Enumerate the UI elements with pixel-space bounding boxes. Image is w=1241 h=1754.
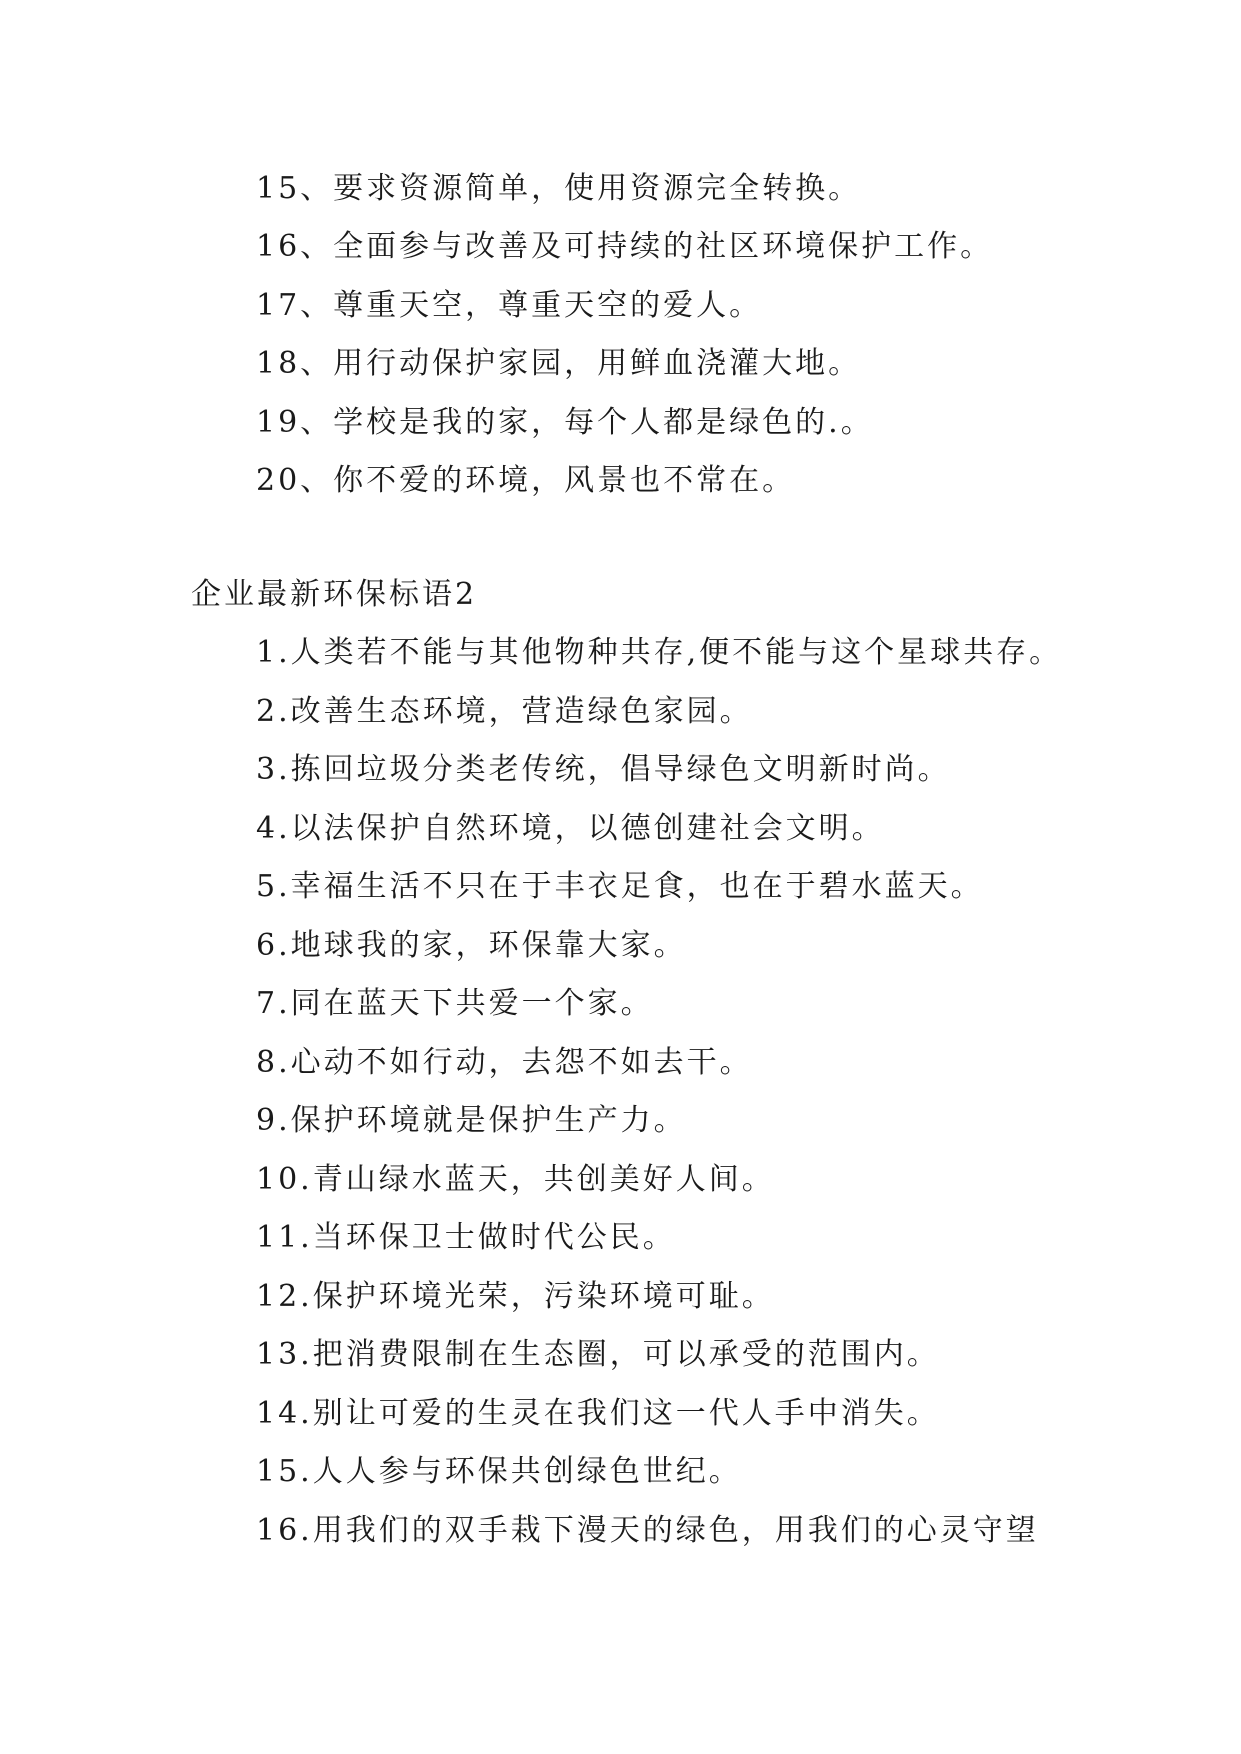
list-item: 12.保护环境光荣，污染环境可耻。: [256, 1278, 775, 1314]
list-item: 16.用我们的双手栽下漫天的绿色，用我们的心灵守望: [256, 1512, 1039, 1548]
list-item: 2.改善生态环境，营造绿色家园。: [256, 693, 753, 729]
list-item: 15.人人参与环保共创绿色世纪。: [256, 1454, 742, 1489]
section-heading: 企业最新环保标语2: [191, 577, 478, 612]
list-item: 4.以法保护自然环境，以德创建社会文明。: [256, 810, 885, 846]
list-item: 19、学校是我的家，每个人都是绿色的.。: [256, 404, 874, 440]
list-item: 11.当环保卫士做时代公民。: [256, 1220, 676, 1255]
list-item: 10.青山绿水蓝天，共创美好人间。: [256, 1161, 775, 1197]
list-item: 6.地球我的家，环保靠大家。: [256, 927, 687, 963]
list-item: 16、全面参与改善及可持续的社区环境保护工作。: [256, 229, 994, 265]
list-item: 1.人类若不能与其他物种共存,便不能与这个星球共存。: [256, 635, 1063, 670]
list-item: 7.同在蓝天下共爱一个家。: [256, 986, 654, 1021]
list-item: 17、尊重天空，尊重天空的爱人。: [256, 287, 763, 323]
slogan-list: [256, 624, 1216, 1560]
list-item: 8.心动不如行动，去怨不如去干。: [256, 1044, 753, 1080]
list-item: 9.保护环境就是保护生产力。: [256, 1103, 687, 1138]
list-item: 14.别让可爱的生灵在我们这一代人手中消失。: [256, 1395, 940, 1431]
slogan-list-continued: [256, 160, 1176, 510]
list-item: 15、要求资源简单，使用资源完全转换。: [256, 171, 862, 206]
list-item: 18、用行动保护家园，用鲜血浇灌大地。: [256, 346, 862, 382]
list-item: 3.拣回垃圾分类老传统，倡导绿色文明新时尚。: [256, 752, 951, 787]
list-item: 5.幸福生活不只在于丰衣足食，也在于碧水蓝天。: [256, 869, 984, 904]
list-item: 20、你不爱的环境，风景也不常在。: [256, 462, 796, 498]
list-item: 13.把消费限制在生态圈，可以承受的范围内。: [256, 1337, 940, 1372]
